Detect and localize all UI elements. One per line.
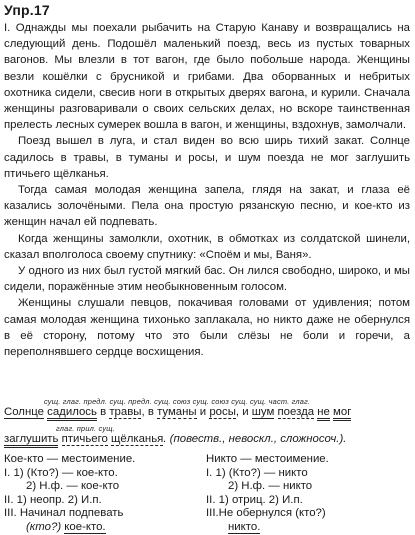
parse-word: травы <box>109 406 142 418</box>
analysis-line <box>206 521 410 535</box>
parse-sentence-line-2 <box>4 433 346 445</box>
exercise-title: Упр.17 <box>4 2 50 18</box>
parse-word: в <box>147 406 154 418</box>
parse-annotations-2: глаг. прил. сущ. <box>56 424 116 433</box>
parse-word: росы <box>209 406 236 418</box>
analysis-line: II. 1) неопр. 2) И.п. <box>4 493 102 506</box>
analysis-line: I. 1) (Кто?) — кое-кто. <box>4 466 118 479</box>
analysis-line: 2) Н.ф. — никто <box>228 480 313 493</box>
parse-word: в <box>100 406 107 418</box>
parse-word: поезда <box>277 406 315 418</box>
parse-annotations-1: сущ. глаг. предл. сущ. предл. сущ. союз сущ. союз сущ. сущ. част. глаг. <box>44 397 311 406</box>
parse-subject: Солнце <box>4 406 44 418</box>
analysis-heading: Никто — местоимение. <box>206 453 329 465</box>
paragraph-2: Поезд вышел в луга, и стал виден во всю ширь тихий закат. Солнце садилось в травы, в туманы и росы, и шум поезда не мог заглушить птичьего щёлканья. <box>4 135 410 180</box>
analysis-line: I. 1) (Кто?) — никто <box>206 466 308 479</box>
analysis-koe-kto <box>4 453 204 535</box>
paragraph-1: I. Однажды мы поехали рыбачить на Старую Канаву и возвращались на следующий день. Подошёл маленький поезд, весь из пустых товарных вагонов. Мы влезли в тот вагон, где было побольше народа. Женщины везли кошёлки с брусникой и грибами. Два оборванных и небритых охотника сидели, свесив ноги в открытых дверях вагона, и курили. Сначала женщины разговаривали о своих сельских делах, но вскоре таинственная прелесть лесных сумерек вошла в вагон, и женщины, вздохнув, замолчали. <box>4 22 410 132</box>
analysis-question: (кто?) <box>26 520 62 533</box>
parse-note: . (повеств., невоскл., сложносоч.). <box>163 433 347 445</box>
analysis-word: никто. <box>228 520 261 533</box>
parse-word: , <box>141 406 145 418</box>
analysis-line: III. Начинал подпевать <box>4 507 124 520</box>
parse-predicate-2: мог <box>333 406 351 421</box>
parse-word: заглушить <box>4 433 58 448</box>
analysis-line: 2) Н.ф. — кое-кто <box>26 480 120 493</box>
paragraph-3: Тогда самая молодая женщина запела, глядя на закат, и глаза её казались золочёными. Пела она простую рязанскую песню, и кое-кто из женщин начал ей подпевать. <box>4 184 410 229</box>
paragraph-5: У одного из них был густой мягкий бас. Он лился свободно, широко, и мы сидели, поражённые этим необыкновенным голосом. <box>4 265 410 294</box>
parse-word: птичьего <box>61 433 108 445</box>
analysis-line: II. 1) отриц. 2) И.п. <box>206 493 303 506</box>
parse-word: туманы <box>157 406 197 418</box>
analysis-word: кое-кто. <box>64 520 106 533</box>
paragraph-6: Женщины слушали певцов, покачивая головами от удивления; потом самая молодая женщина тихонько заплакала, но никто даже не обернулся в её сторону, потому что это были слёзы не боли и горечи, а переполнявшего сердце восхищения. <box>4 297 410 359</box>
analysis-line <box>4 521 204 535</box>
analysis-nikto <box>206 453 410 535</box>
parse-predicate: садилось <box>47 406 97 421</box>
parse-word: не <box>317 406 330 421</box>
parse-word: , <box>235 406 240 418</box>
analysis-heading: Кое-кто — местоимение. <box>4 453 136 465</box>
text-body <box>4 20 410 360</box>
analysis-line: III.Не обернулся (кто?) <box>206 507 326 520</box>
parse-subject-2: шум <box>251 406 275 418</box>
parse-sentence-line-1 <box>4 406 351 418</box>
parse-word: и <box>199 406 207 418</box>
paragraph-4: Когда женщины замолкли, охотник, в обмотках из солдатской шинели, сказал вполголоса своему спутнику: «Споём и мы, Ваня». <box>4 232 410 261</box>
parse-word: и <box>242 406 249 418</box>
parse-word: щёлканья <box>111 433 164 445</box>
